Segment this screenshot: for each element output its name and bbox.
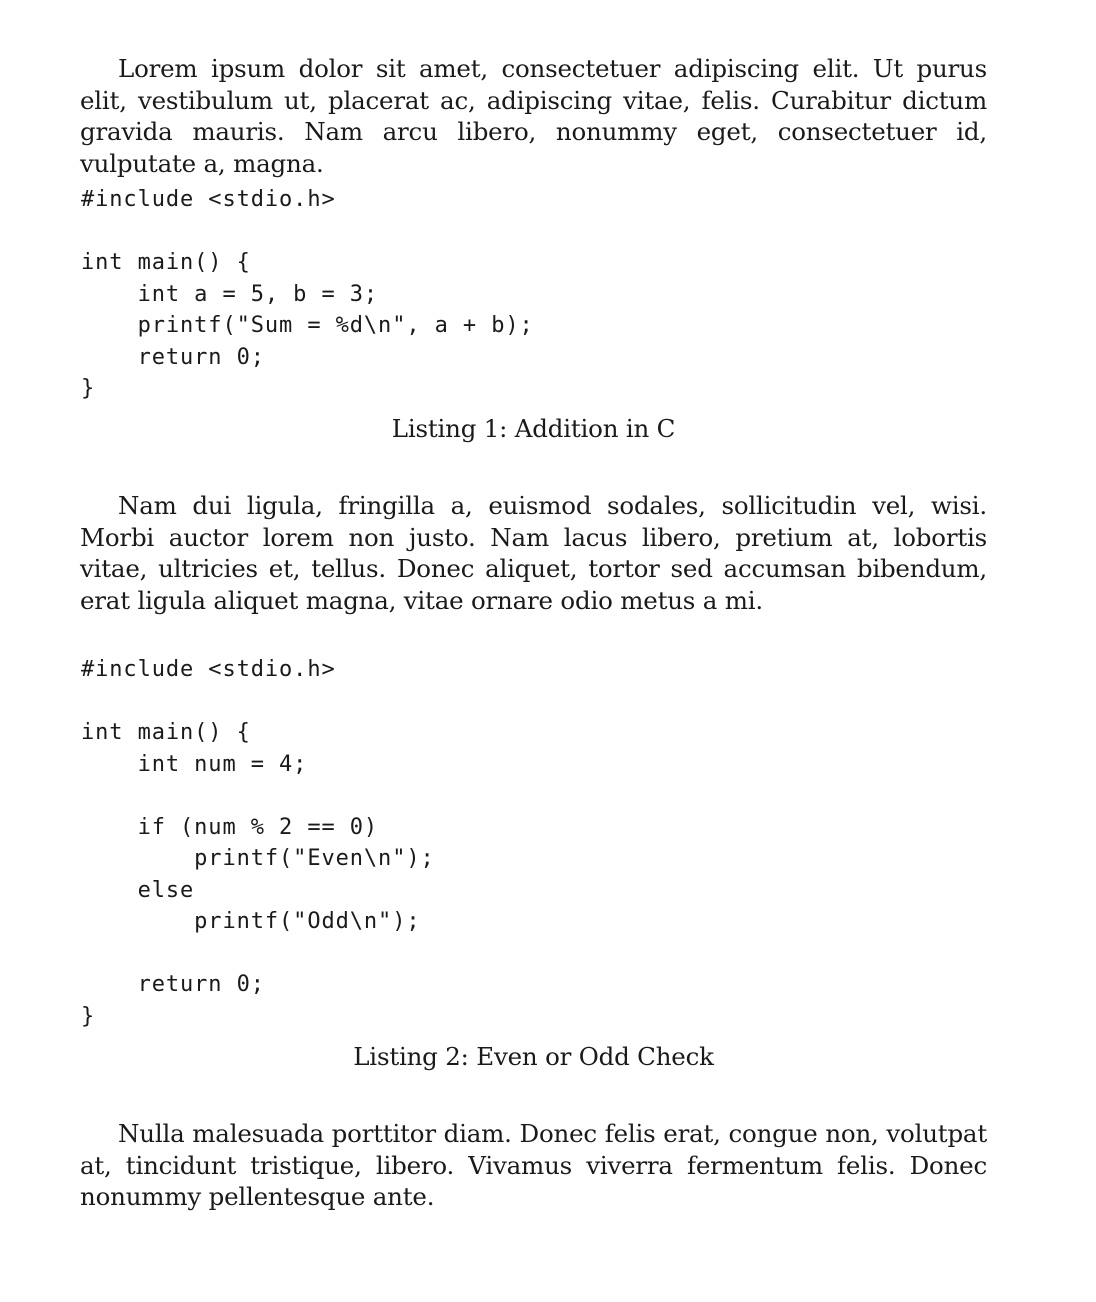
paragraph-closing: Nulla malesuada porttitor diam. Donec felis erat, congue non, volutpat at, tincidunt tristique, libero. Vivamus viverra fermentum felis. Donec nonummy pellentesque ante.	[80, 1119, 987, 1211]
code-listing-addition: #include <stdio.h> int main() { int a = 5, b = 3; printf("Sum = %d\n", a + b); return 0; }	[81, 187, 534, 401]
code-listing-even-odd: #include <stdio.h> int main() { int num = 4; if (num % 2 == 0) printf("Even\n"); else printf("Odd\n"); return 0; }	[81, 657, 435, 1029]
listing-caption-addition: Listing 1: Addition in C	[391, 414, 676, 443]
listing-caption-even-odd: Listing 2: Even or Odd Check	[353, 1042, 714, 1071]
paragraph-middle: Nam dui ligula, fringilla a, euismod sodales, sollicitudin vel, wisi. Morbi auctor lorem non justo. Nam lacus libero, pretium at, lobortis vitae, ultricies et, tellus. Donec aliquet, tortor sed accumsan bibendum, erat ligula aliquet magna, vitae ornare odio metus a mi.	[80, 491, 987, 615]
paragraph-intro: Lorem ipsum dolor sit amet, consectetuer adipiscing elit. Ut purus elit, vestibulum ut, placerat ac, adipiscing vitae, felis. Curabitur dictum gravida mauris. Nam arcu libero, nonummy eget, consectetuer id, vulputate a, magna.	[80, 54, 987, 178]
